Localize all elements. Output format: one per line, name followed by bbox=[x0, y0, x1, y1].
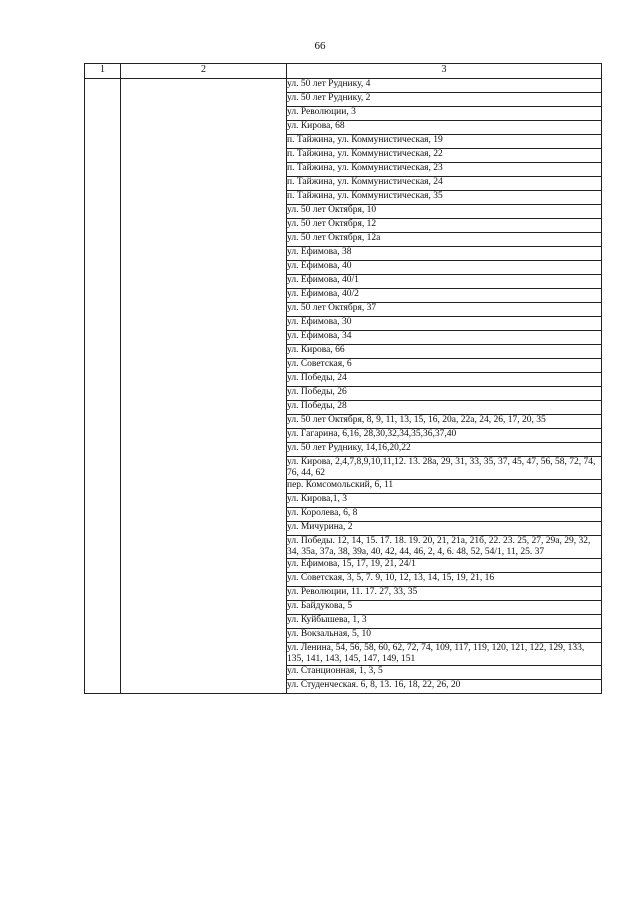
address-cell: ул. 50 лет Руднику, 14,16,20,22 bbox=[287, 443, 602, 457]
address-cell: ул. Кирова,1, 3 bbox=[287, 494, 602, 508]
address-cell: ул. 50 лет Октября, 12 bbox=[287, 219, 602, 233]
address-cell: ул. Ефимова, 40/1 bbox=[287, 275, 602, 289]
address-cell: ул. Революции, 11. 17. 27, 33, 35 bbox=[287, 587, 602, 601]
column-header-1: 1 bbox=[85, 64, 121, 79]
page-number: 66 bbox=[314, 40, 326, 52]
address-cell: ул. Советская, 3, 5, 7. 9, 10, 12, 13, 14, 15, 19, 21, 16 bbox=[287, 573, 602, 587]
address-cell: п. Тайжина, ул. Коммунистическая, 22 bbox=[287, 149, 602, 163]
address-cell: п. Тайжина, ул. Коммунистическая, 23 bbox=[287, 163, 602, 177]
address-cell: ул. 50 лет Руднику, 4 bbox=[287, 79, 602, 93]
address-cell: ул. 50 лет Руднику, 2 bbox=[287, 93, 602, 107]
table-row bbox=[85, 79, 602, 93]
column-header-3: 3 bbox=[287, 64, 602, 79]
address-cell: ул. Ефимова, 34 bbox=[287, 331, 602, 345]
address-cell: ул. Кирова, 68 bbox=[287, 121, 602, 135]
address-cell: п. Тайжина, ул. Коммунистическая, 35 bbox=[287, 191, 602, 205]
address-cell: ул. Ефимова, 40 bbox=[287, 261, 602, 275]
address-cell: ул. Ефимова, 30 bbox=[287, 317, 602, 331]
address-cell: ул. Советская, 6 bbox=[287, 359, 602, 373]
address-cell: ул. Куйбышева, 1, 3 bbox=[287, 615, 602, 629]
address-cell: ул. Станционная, 1, 3, 5 bbox=[287, 666, 602, 680]
column-header-2: 2 bbox=[121, 64, 287, 79]
address-cell: ул. Победы, 26 bbox=[287, 387, 602, 401]
table-body bbox=[85, 79, 602, 694]
address-cell: ул. 50 лет Октября, 37 bbox=[287, 303, 602, 317]
address-cell: пер. Комсомольский, 6, 11 bbox=[287, 480, 602, 494]
address-cell: ул. Студенческая. 6, 8, 13. 16, 18, 22, 26, 20 bbox=[287, 680, 602, 694]
table-header-row bbox=[85, 64, 602, 79]
address-cell: ул. Победы. 12, 14, 15. 17. 18. 19. 20, 21, 21а, 21б, 22. 23. 25, 27, 29а, 29, 32, 34, 35а, 37а, 38, 39а, 40, 42, 44, 46, 2, 4, 6. 48, 52, 54/1, 11, 25. 37 bbox=[287, 536, 602, 559]
address-cell: ул. Победы, 24 bbox=[287, 373, 602, 387]
address-table bbox=[84, 63, 602, 694]
address-cell: ул. Ефимова, 38 bbox=[287, 247, 602, 261]
column-2-cell bbox=[121, 79, 287, 694]
address-cell: ул. Ленина, 54, 56, 58, 60, 62, 72, 74, 109, 117, 119, 120, 121, 122, 129, 133, 135, 141, 143, 145, 147, 149, 151 bbox=[287, 643, 602, 666]
address-cell: ул. 50 лет Октября, 12а bbox=[287, 233, 602, 247]
address-cell: п. Тайжина, ул. Коммунистическая, 24 bbox=[287, 177, 602, 191]
address-cell: ул. Королева, 6, 8 bbox=[287, 508, 602, 522]
address-cell: п. Тайжина, ул. Коммунистическая, 19 bbox=[287, 135, 602, 149]
address-cell: ул. Байдукова, 5 bbox=[287, 601, 602, 615]
address-cell: ул. Кирова, 66 bbox=[287, 345, 602, 359]
address-cell: ул. Гагарина, 6,16, 28,30,32,34,35,36,37,40 bbox=[287, 429, 602, 443]
address-cell: ул. Мичурина, 2 bbox=[287, 522, 602, 536]
address-cell: ул. Вокзальная, 5, 10 bbox=[287, 629, 602, 643]
column-1-cell bbox=[85, 79, 121, 694]
address-cell: ул. 50 лет Октября, 10 bbox=[287, 205, 602, 219]
address-cell: ул. Ефимова, 15, 17, 19, 21, 24/1 bbox=[287, 559, 602, 573]
address-cell: ул. Революции, 3 bbox=[287, 107, 602, 121]
address-cell: ул. Кирова, 2,4,7,8,9,10,11,12. 13. 28а, 29, 31, 33, 35, 37, 45, 47, 56, 58, 72, 74, 76, 44, 62 bbox=[287, 457, 602, 480]
address-cell: ул. Ефимова, 40/2 bbox=[287, 289, 602, 303]
address-cell: ул. 50 лет Октября, 8, 9, 11, 13, 15, 16, 20а, 22а, 24, 26, 17, 20, 35 bbox=[287, 415, 602, 429]
address-cell: ул. Победы, 28 bbox=[287, 401, 602, 415]
